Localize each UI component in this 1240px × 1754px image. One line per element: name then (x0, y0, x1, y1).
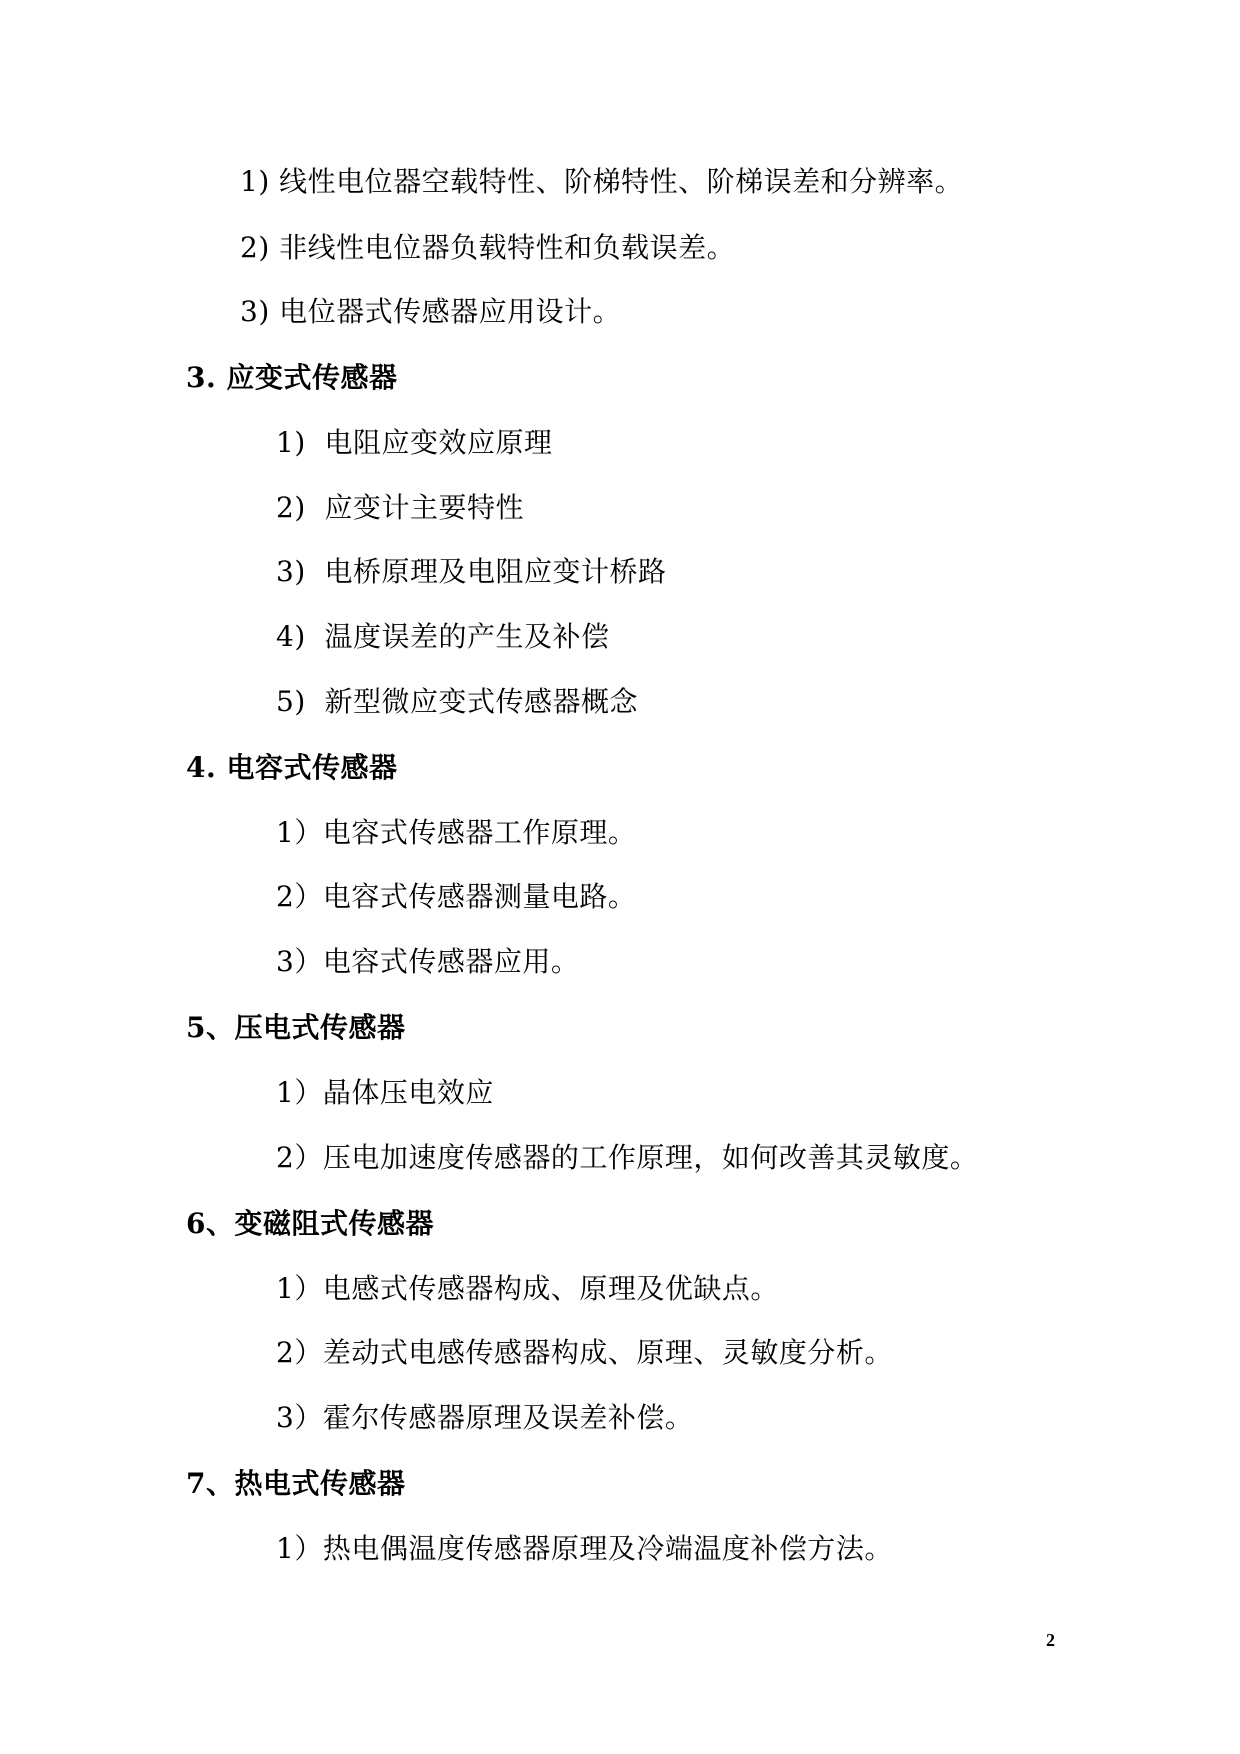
item-capacitive-principle: 1）电容式传感器工作原理。 (276, 816, 637, 849)
item-strain-gauge-characteristics: 2) 应变计主要特性 (276, 491, 525, 524)
item-capacitive-application: 3）电容式传感器应用。 (276, 945, 580, 978)
item-piezo-accelerometer: 2）压电加速度传感器的工作原理，如何改善其灵敏度。 (276, 1141, 979, 1174)
item-capacitive-circuit: 2）电容式传感器测量电路。 (276, 880, 637, 913)
page-number: 2 (1046, 1630, 1055, 1650)
item-crystal-piezoelectric: 1）晶体压电效应 (276, 1076, 494, 1109)
section-heading-capacitive-sensor: 4. 电容式传感器 (186, 751, 398, 784)
section-heading-reluctance-sensor: 6、变磁阻式传感器 (186, 1207, 434, 1240)
item-nonlinear-potentiometer: 2) 非线性电位器负载特性和负载误差。 (240, 231, 736, 264)
item-hall-sensor: 3）霍尔传感器原理及误差补偿。 (276, 1401, 694, 1434)
item-bridge-principle: 3) 电桥原理及电阻应变计桥路 (276, 555, 667, 588)
section-heading-thermoelectric-sensor: 7、热电式传感器 (186, 1467, 406, 1500)
item-micro-strain-sensor: 5) 新型微应变式传感器概念 (276, 685, 639, 718)
item-differential-inductive: 2）差动式电感传感器构成、原理、灵敏度分析。 (276, 1336, 893, 1369)
item-linear-potentiometer: 1) 线性电位器空载特性、阶梯特性、阶梯误差和分辨率。 (240, 165, 964, 198)
section-heading-piezoelectric-sensor: 5、压电式传感器 (186, 1011, 406, 1044)
item-temperature-error: 4) 温度误差的产生及补偿 (276, 620, 610, 653)
item-thermocouple: 1）热电偶温度传感器原理及冷端温度补偿方法。 (276, 1532, 893, 1565)
item-strain-effect: 1) 电阻应变效应原理 (276, 426, 553, 459)
section-heading-strain-sensor: 3. 应变式传感器 (186, 361, 398, 394)
item-potentiometer-design: 3) 电位器式传感器应用设计。 (240, 295, 622, 328)
item-inductive-sensor: 1）电感式传感器构成、原理及优缺点。 (276, 1272, 779, 1305)
